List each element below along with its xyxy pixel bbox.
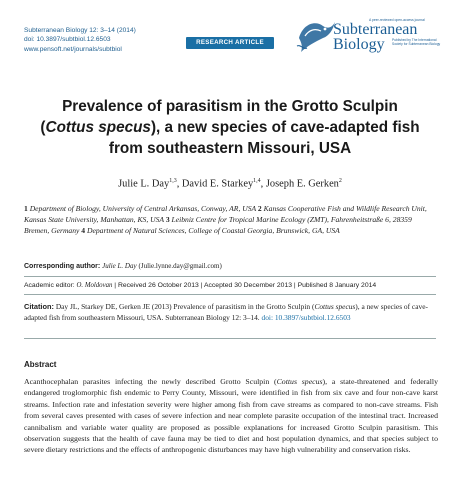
history-separator: | <box>292 282 298 289</box>
citation-label: Citation: <box>24 302 54 311</box>
citation-text-2: ), a new species of cave-adapted fish from southeastern Missouri, USA. Subterranean Biology 12: 3–14. <box>24 302 428 322</box>
logo-publisher-note: Published by The International Society for Subterranean Biology <box>392 38 441 46</box>
title-text-1: Prevalence of parasitism in the Grotto Sculpin ( <box>40 98 398 136</box>
author-affil-sup: 2 <box>338 178 342 184</box>
journal-url[interactable]: www.pensoft.net/journals/subtbiol <box>24 45 122 53</box>
article-type-badge: RESEARCH ARTICLE <box>186 37 274 49</box>
logo-title-line2: Biology <box>333 36 385 53</box>
editor-name: O. Moldovan <box>76 282 113 289</box>
doi-line[interactable]: doi: 10.3897/subtbiol.12.6503 <box>24 36 111 44</box>
article-title <box>40 96 420 159</box>
journal-issue-line: Subterranean Biology 12: 3–14 (2014) <box>24 27 136 34</box>
editor-label: Academic editor: <box>24 282 75 289</box>
corresponding-email-link[interactable]: (Julie.lynne.day@gmail.com) <box>138 262 222 270</box>
citation-species: Cottus specus <box>314 302 356 311</box>
citation <box>24 301 438 323</box>
author-name: David E. Starkey <box>181 178 254 190</box>
abstract-text-2: ), a state-threatened and federally endangered troglomorphic fish endemic to Perry County, Missouri, were identified in fish from six cave and four non-cave karst streams. Infection rate and infestation severity were higher among fish from cave streams as compared to non-cave streams. Fish from several caves presented with cases of severe infection and near complete parasite occupation of the intestinal tract. Increased cannibalism and variable water quality are proposed as possible explanations for increased Grotto Sculpin parasitism. This observation suggests that the health of cave fauna may be tied to diet and host population dynamics, and that species subject to severe dietary restrictions and the effects of anthropogenic disturbances may have high vulnerability and conservation risks. <box>24 377 438 455</box>
divider <box>24 294 436 295</box>
logo-title <box>333 22 417 52</box>
author-separator: , <box>176 178 182 190</box>
title-species: Cottus specus <box>45 119 151 136</box>
affil-text: Leibniz Centre for Tropical Marine Ecology (ZMT), Fahrenheitstraße 6, 28359 Bremen, Germany <box>24 215 412 235</box>
journal-logo <box>295 14 445 60</box>
affil-number: 3 <box>165 215 170 224</box>
author-affil-sup: 1,4 <box>253 178 261 184</box>
accepted-date: Accepted 30 December 2013 <box>203 282 293 289</box>
author-list <box>20 178 440 189</box>
logo-tagline: A peer-reviewed open-access journal <box>369 18 425 22</box>
affil-text: Kansas Cooperative Fish and Wildlife Research Unit, Kansas State University, Manhattan, KS, USA <box>24 204 427 224</box>
citation-doi-link[interactable]: doi: 10.3897/subtbiol.12.6503 <box>261 313 351 322</box>
affil-text: Department of Natural Sciences, College of Coastal Georgia, Brunswick, GA, USA <box>85 226 340 235</box>
abstract-text-1: Acanthocephalan parasites infecting the newly described Grotto Sculpin ( <box>24 377 277 386</box>
corresponding-label: Corresponding author: <box>24 263 101 270</box>
abstract-heading: Abstract <box>24 360 57 369</box>
published-date: Published 8 January 2014 <box>297 282 377 289</box>
affil-number: 1 <box>24 204 28 213</box>
corresponding-author <box>24 262 222 270</box>
divider <box>24 338 436 339</box>
affil-number: 2 <box>257 204 262 213</box>
divider <box>24 276 436 277</box>
author-name: Julie L. Day <box>118 178 170 190</box>
received-date: Received 26 October 2013 <box>117 282 199 289</box>
abstract-body <box>24 376 438 456</box>
affil-number: 4 <box>81 226 86 235</box>
author-separator: , <box>260 178 266 190</box>
affiliations <box>24 203 436 236</box>
logo-title-line1: Subterranean <box>333 21 418 38</box>
journal-meta <box>24 26 136 54</box>
abstract-species: Cottus specus <box>276 377 323 386</box>
title-text-2: ), a new species of cave-adapted fish from southeastern Missouri, USA <box>108 119 420 157</box>
author-affil-sup: 1,3 <box>169 178 177 184</box>
author-name: Joseph E. Gerken <box>265 178 339 190</box>
history-separator: | <box>198 282 204 289</box>
history-separator: | <box>112 282 118 289</box>
affil-text: Department of Biology, University of Central Arkansas, Conway, AR, USA <box>27 204 258 213</box>
citation-text-1: Day JL, Starkey DE, Gerken JE (2013) Prevalence of parasitism in the Grotto Sculpin ( <box>53 302 315 311</box>
corresponding-name: Julie L. Day <box>102 262 137 270</box>
editorial-history <box>24 282 376 289</box>
